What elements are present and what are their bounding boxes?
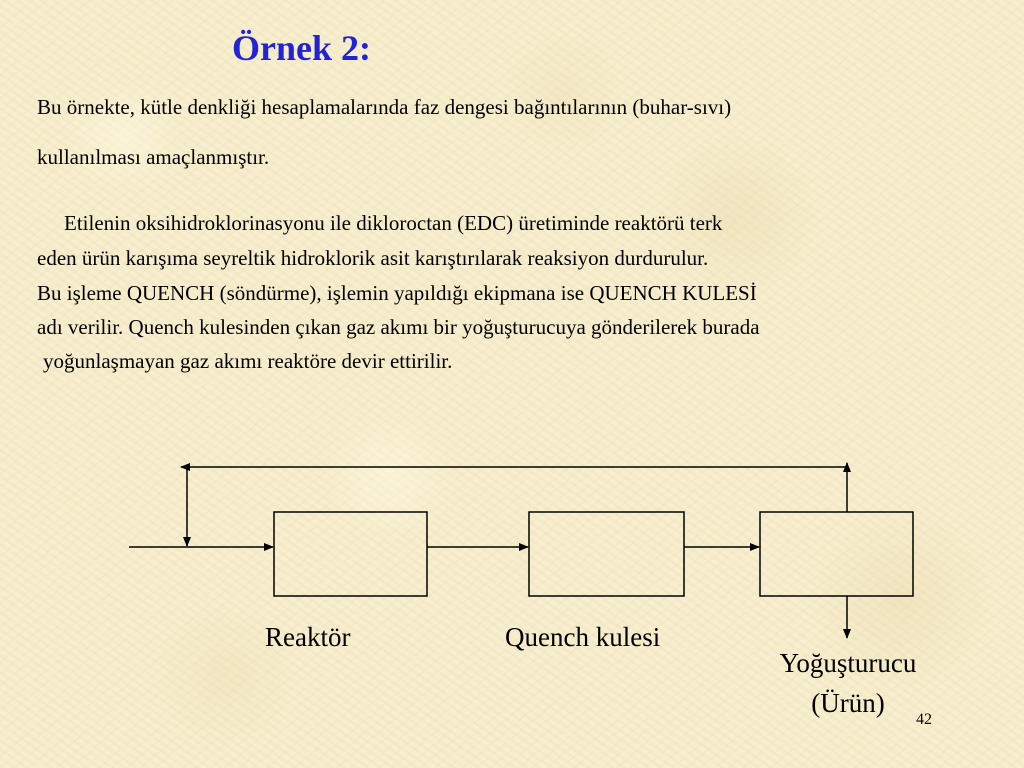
paragraph-line: yoğunlaşmayan gaz akımı reaktöre devir ettirilir. [43, 349, 453, 373]
quench-tower-label: Quench kulesi [505, 622, 661, 652]
quench-tower-box [529, 512, 684, 596]
reactor-label: Reaktör [265, 622, 351, 652]
condenser-box [760, 512, 913, 596]
condenser-label: Yoğuşturucu [779, 648, 917, 678]
product-label: (Ürün) [811, 688, 885, 718]
paragraph-line: adı verilir. Quench kulesinden çıkan gaz akımı bir yoğuşturucuya gönderilerek burada [37, 315, 760, 339]
paragraph-line: Etilenin oksihidroklorinasyonu ile dikloroctan (EDC) üretiminde reaktörü terk [64, 211, 723, 235]
reactor-box [274, 512, 427, 596]
paragraph-line: Bu işleme QUENCH (söndürme), işlemin yapıldığı ekipmana ise QUENCH KULESİ [37, 281, 757, 305]
paragraph-line: eden ürün karışıma seyreltik hidroklorik asit karıştırılarak reaksiyon durdurulur. [37, 246, 709, 270]
page-number: 42 [916, 711, 932, 728]
slide-title: Örnek 2: [232, 28, 371, 68]
intro-line: Bu örnekte, kütle denkliği hesaplamalarında faz dengesi bağıntılarının (buhar-sıvı) [37, 95, 732, 119]
intro-line: kullanılması amaçlanmıştır. [37, 145, 270, 169]
